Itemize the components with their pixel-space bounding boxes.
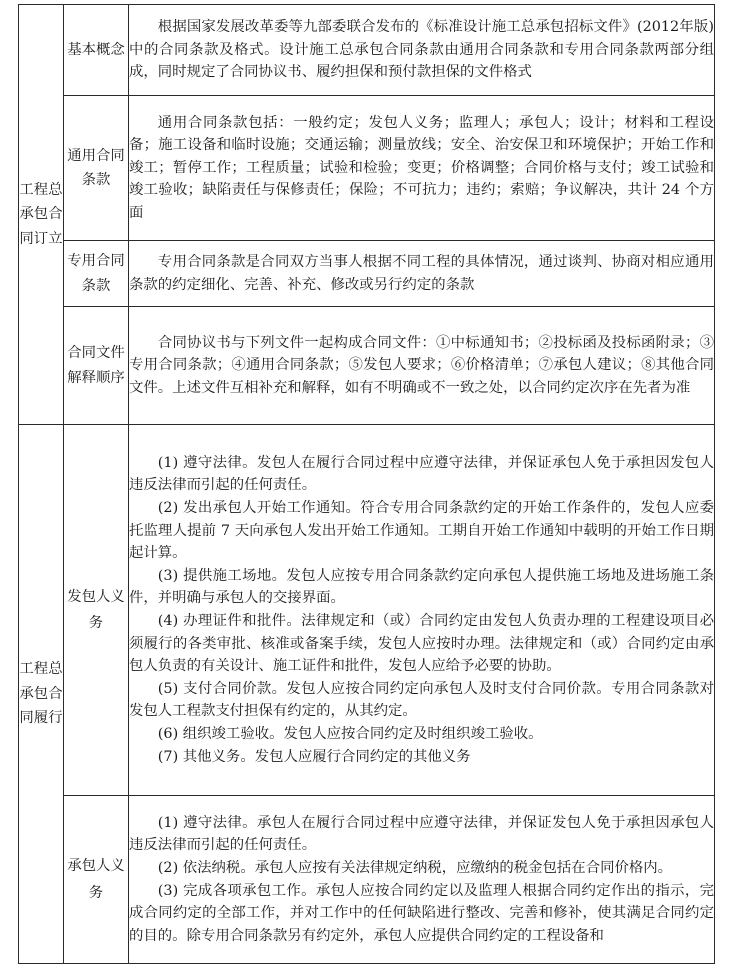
row-text-basic-concept: 根据国家发展改革委等九部委联合发布的《标准设计施工总承包招标文件》(2012年版)中的合同条款及格式。设计施工总承包合同条款由通用合同条款和专用合同条款两部分组成，同时规定了合同协议书、履约担保和预付款担保的文件格式 [129, 5, 715, 96]
table-row [19, 241, 715, 307]
row-text-special-terms: 专用合同条款是合同双方当事人根据不同工程的具体情况，通过谈判、协商对相应通用条款的约定细化、完善、补充、修改或另行约定的条款 [129, 241, 715, 307]
row-label-interpretation-order: 合同文件解释顺序 [64, 307, 129, 425]
section-label-signing: 工程总承包合同订立 [19, 5, 64, 425]
table-row [19, 96, 715, 241]
list-item: (3) 提供施工场地。发包人应按专用合同条款约定向承包人提供施工场地及进场施工条件，并明确与承包人的交接界面。 [129, 567, 714, 607]
list-item: (2) 发出承包人开始工作通知。符合专用合同条款约定的开始工作条件的，发包人应委托监理人提前 7 天向承包人发出开始工作通知。工期自开始工作通知中载明的开始工作日期起计算。 [129, 500, 714, 562]
table-row [19, 796, 715, 964]
list-item: (3) 完成各项承包工作。承包人应按合同约定以及监理人根据合同约定作出的指示，完成合同约定的全部工作，并对工作中的任何缺陷进行整改、完善和修补，使其满足合同约定的目的。除专用合同条款另有约定外，承包人应提供合同约定的工程设备和 [129, 882, 714, 944]
list-item: (1) 遵守法律。发包人在履行合同过程中应遵守法律，并保证承包人免于承担因发包人违反法律而引起的任何责任。 [129, 454, 714, 494]
section-label-performance: 工程总承包合同履行 [19, 425, 64, 964]
list-item: (1) 遵守法律。承包人在履行合同过程中应遵守法律，并保证发包人免于承担因承包人违反法律而引起的任何责任。 [129, 814, 714, 854]
list-item: (7) 其他义务。发包人应履行合同约定的其他义务 [157, 748, 471, 765]
row-text-general-terms: 通用合同条款包括：一般约定；发包人义务；监理人；承包人；设计；材料和工程设备；施工设备和临时设施；交通运输；测量放线；安全、治安保卫和环境保护；开始工作和竣工；暂停工作；工程质量；试验和检验；变更；价格调整；合同价格与支付；竣工试验和竣工验收；缺陷责任与保修责任；保险；不可抗力；违约；索赔；争议解决，共计 24 个方面 [129, 96, 715, 241]
row-label-employer-obligations: 发包人义务 [64, 425, 129, 796]
row-text-contractor-obligations [129, 796, 715, 964]
row-text-interpretation-order: 合同协议书与下列文件一起构成合同文件：①中标通知书；②投标函及投标函附录；③专用合同条款；④通用合同条款；⑤发包人要求；⑥价格清单；⑦承包人建议；⑧其他合同文件。上述文件互相补充和解释，如有不明确或不一致之处，以合同约定次序在先者为准 [129, 307, 715, 425]
row-text-employer-obligations [129, 425, 715, 796]
row-label-basic-concept: 基本概念 [64, 5, 129, 96]
row-label-special-terms: 专用合同条款 [64, 241, 129, 307]
list-item: (6) 组织竣工验收。发包人应按合同约定及时组织竣工验收。 [157, 725, 543, 742]
row-label-contractor-obligations: 承包人义务 [64, 796, 129, 964]
table-row [19, 5, 715, 96]
list-item: (4) 办理证件和批件。法律规定和（或）合同约定由发包人负责办理的工程建设项目必须履行的各类审批、核准或备案手续，发包人应按时办理。法律规定和（或）合同约定由承包人负责的有关设计、施工证件和批件，发包人应给予必要的协助。 [129, 613, 714, 675]
row-label-general-terms: 通用合同条款 [64, 96, 129, 241]
table-row [19, 307, 715, 425]
list-item: (2) 依法纳税。承包人应按有关法律规定纳税，应缴纳的税金包括在合同价格内。 [157, 859, 673, 876]
contract-table [18, 4, 715, 964]
table-row [19, 425, 715, 796]
list-item: (5) 支付合同价款。发包人应按合同约定向承包人及时支付合同价款。专用合同条款对发包人工程款支付担保有约定的，从其约定。 [129, 680, 714, 720]
